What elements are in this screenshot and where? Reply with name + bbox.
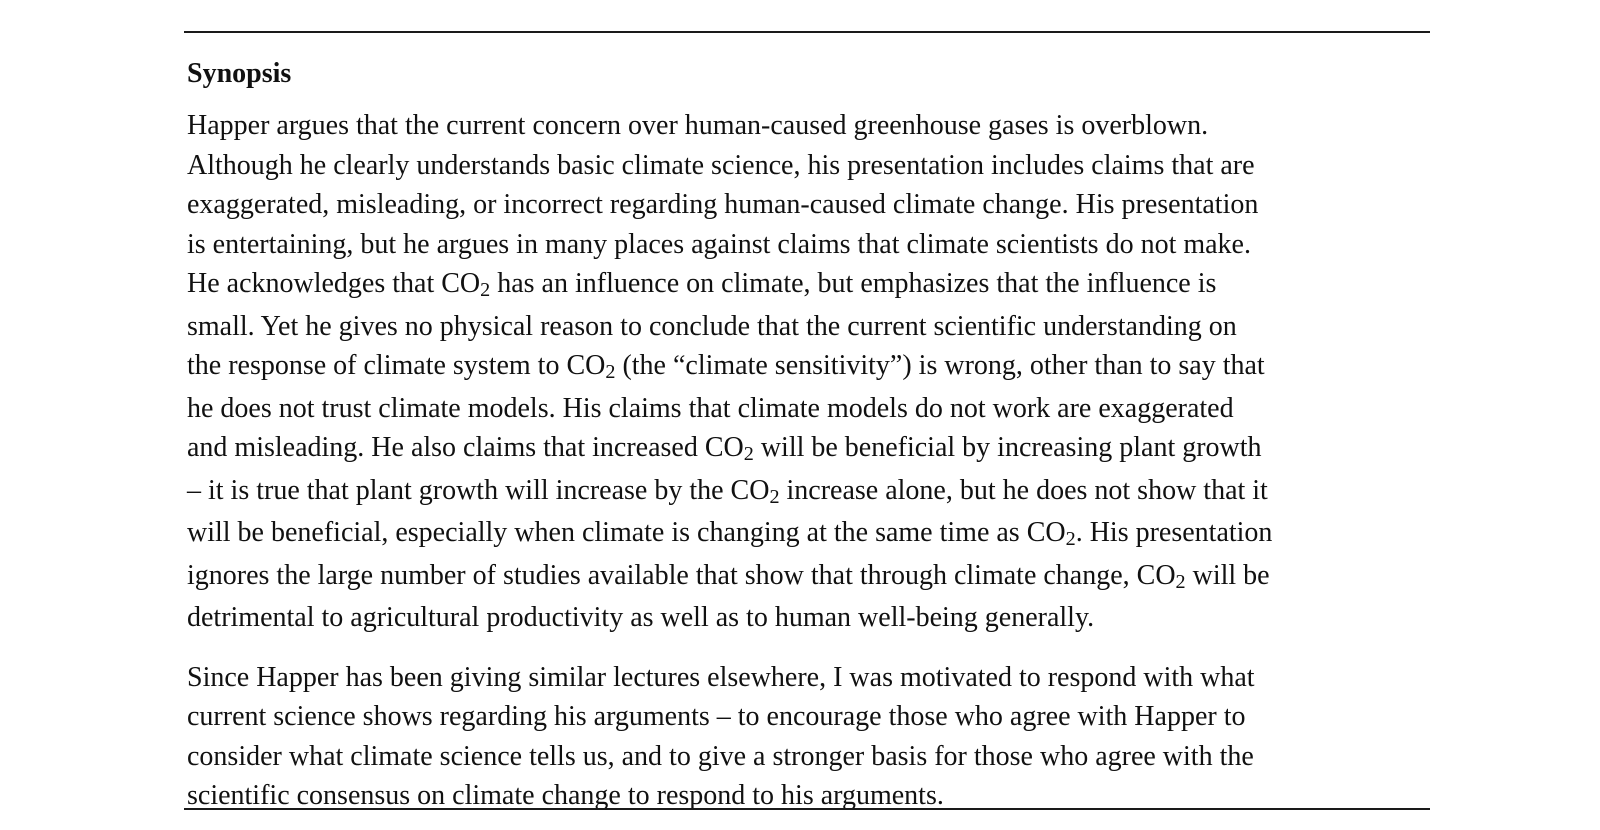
text-line: current science shows regarding his arguments – to encourage those who agree with Happer to	[187, 701, 1246, 732]
text-line: detrimental to agricultural productivity as well as to human well-being generally.	[187, 602, 1095, 633]
text-line: ignores the large number of studies available that show that through climate change, CO2 will be	[187, 559, 1270, 593]
text-line: exaggerated, misleading, or incorrect regarding human-caused climate change. His presentation	[187, 189, 1259, 220]
text-line: scientific consensus on climate change to respond to his arguments.	[187, 780, 944, 811]
bottom-rule	[184, 808, 1430, 810]
text-line: is entertaining, but he argues in many places against claims that climate scientists do not make.	[187, 228, 1251, 260]
synopsis-paragraph-2	[187, 658, 1437, 816]
text-line: the response of climate system to CO2 (the “climate sensitivity”) is wrong, other than to say that	[187, 350, 1265, 384]
text-line: Happer argues that the current concern over human-caused greenhouse gases is overblown.	[187, 110, 1209, 141]
text-line: he does not trust climate models. His claims that climate models do not work are exaggerated	[187, 392, 1234, 424]
text-line: He acknowledges that CO2 has an influence on climate, but emphasizes that the influence is	[187, 268, 1217, 302]
text-line: small. Yet he gives no physical reason to conclude that the current scientific understanding on	[187, 310, 1237, 342]
top-rule	[184, 31, 1430, 33]
synopsis-section	[187, 52, 1437, 816]
text-line: Since Happer has been giving similar lectures elsewhere, I was motivated to respond with what	[187, 661, 1255, 693]
text-line: consider what climate science tells us, and to give a stronger basis for those who agree with the	[187, 740, 1254, 772]
text-line: will be beneficial, especially when climate is changing at the same time as CO2. His presentation	[187, 517, 1273, 551]
text-line: Although he clearly understands basic climate science, his presentation includes claims that are	[187, 149, 1255, 181]
text-line: and misleading. He also claims that increased CO2 will be beneficial by increasing plant growth	[187, 432, 1262, 466]
text-line: – it is true that plant growth will increase by the CO2 increase alone, but he does not show that it	[187, 474, 1268, 508]
section-heading: Synopsis	[187, 58, 292, 89]
synopsis-paragraph-1	[187, 106, 1437, 638]
